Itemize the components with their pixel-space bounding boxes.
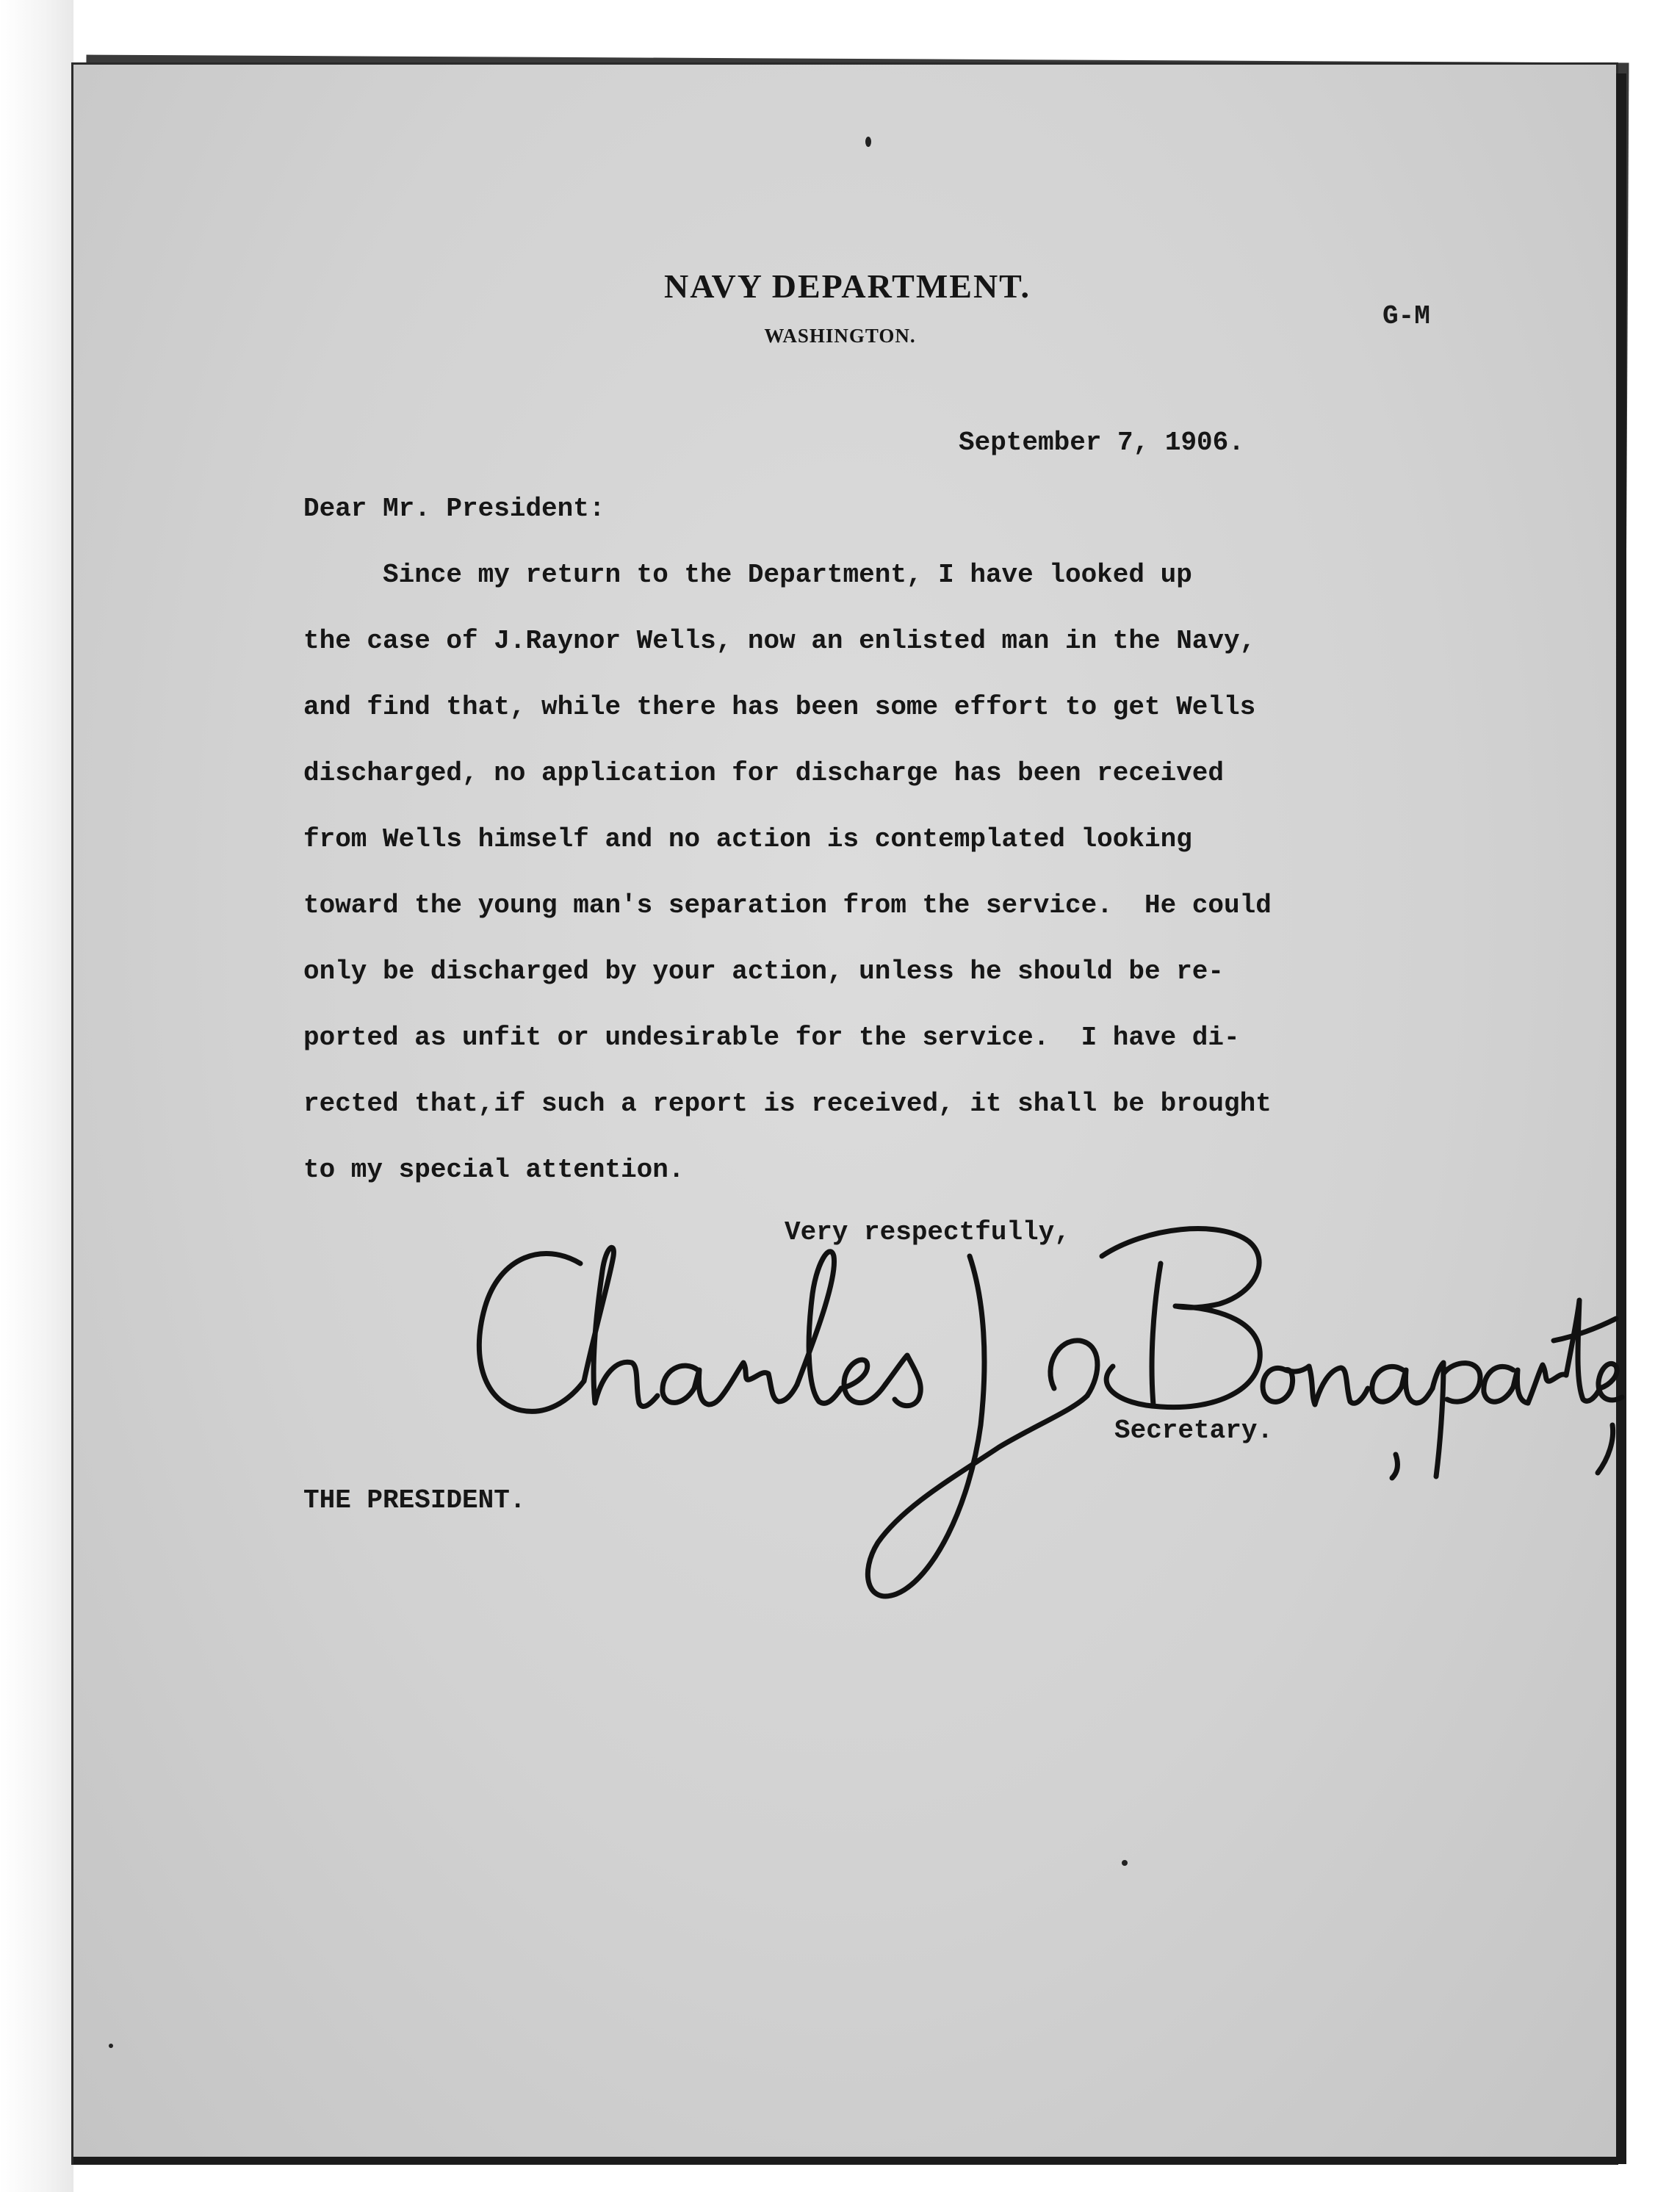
body-line: to my special attention. [303,1155,685,1185]
body-line: ported as unfit or undesirable for the service. I have di- [303,1023,1240,1053]
letterhead-city: WASHINGTON. [764,325,916,347]
letter-date: September 7, 1906. [959,428,1244,458]
dust-speck [109,2044,113,2048]
closing: Very respectfully, [785,1217,1070,1247]
signatory-title: Secretary. [1114,1416,1274,1446]
body-line: and find that, while there has been some effort to get Wells [303,692,1256,722]
dust-speck [865,137,871,147]
body-line: only be discharged by your action, unless he should be re- [303,956,1225,987]
addressee: THE PRESIDENT. [303,1485,526,1515]
salutation: Dear Mr. President: [303,494,605,524]
sheet-edge-bottom [73,2157,1626,2164]
dust-speck [1122,1860,1128,1866]
body-line: toward the young man's separation from the service. He could [303,890,1272,920]
body-line: rected that,if such a report is received, it shall be brought [303,1089,1272,1119]
body-line: Since my return to the Department, I have looked up [303,560,1192,590]
body-line: from Wells himself and no action is contemplated looking [303,824,1192,854]
body-line: discharged, no application for discharge has been received [303,758,1225,788]
body-line: the case of J.Raynor Wells, now an enlisted man in the Navy, [303,626,1256,656]
sheet-edge-right [1616,73,1626,2160]
letterhead-department: NAVY DEPARTMENT. [664,267,1031,305]
file-code: G-M [1382,301,1430,331]
signature-graphic [455,1212,1631,1638]
